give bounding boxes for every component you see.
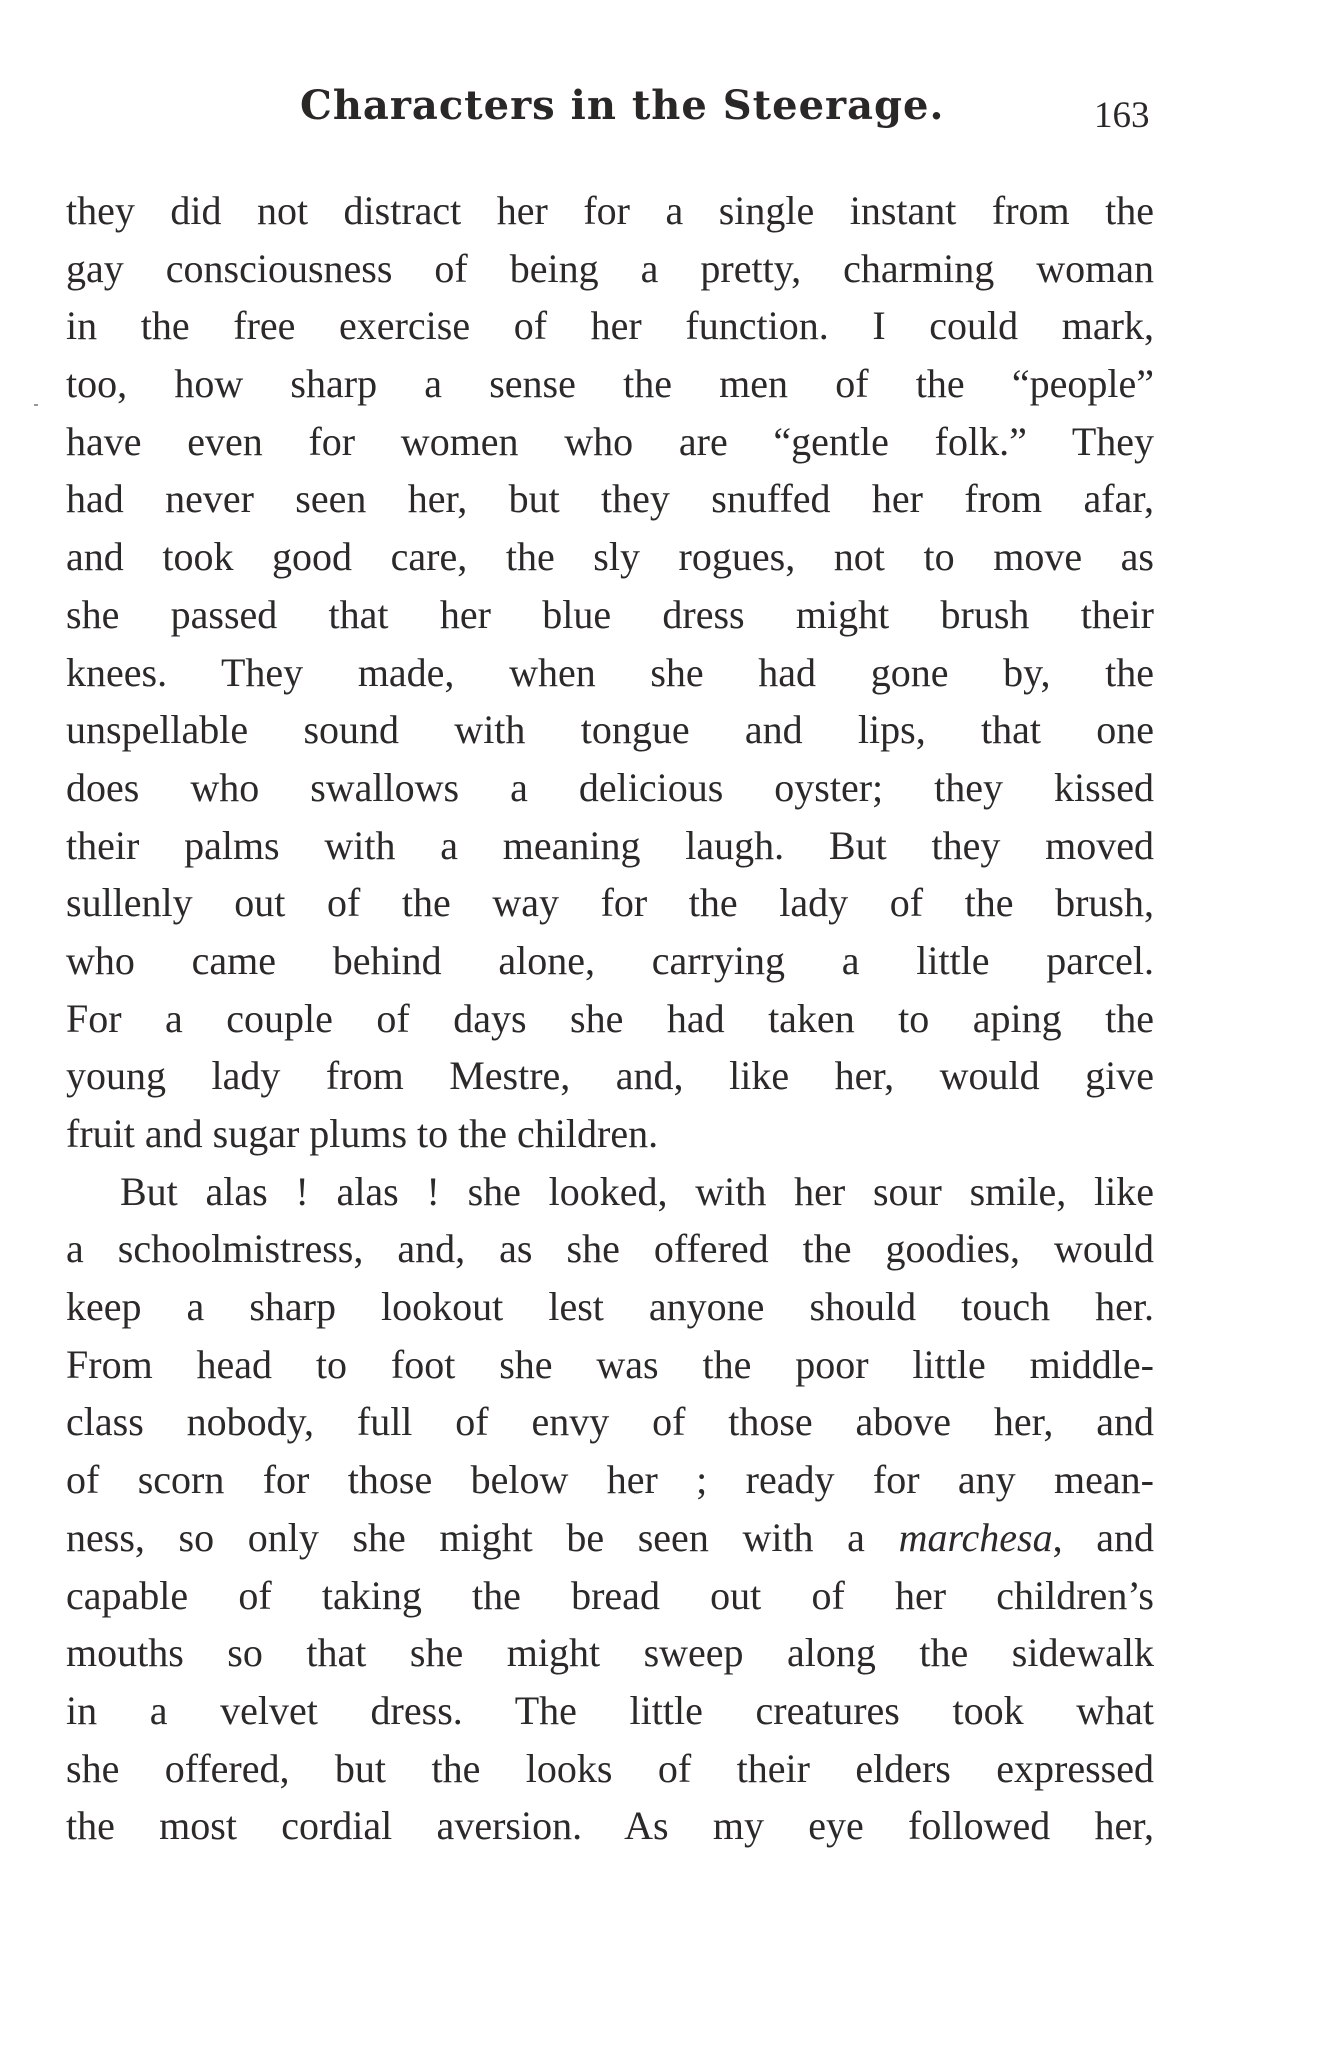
running-title: Characters in the Steerage. xyxy=(300,82,945,129)
text-line: and took good care, the sly rogues, not to move as xyxy=(66,534,1154,580)
text-line: From head to foot she was the poor little middle- xyxy=(66,1341,1154,1387)
text-line: the most cordial aversion. As my eye followed her, xyxy=(66,1803,1154,1849)
paragraph-end-line: fruit and sugar plums to the children. xyxy=(66,1111,659,1156)
text-line: who came behind alone, carrying a little parcel. xyxy=(66,937,1154,983)
paragraph-start-line: But alas ! alas ! she looked, with her sour smile, like xyxy=(120,1168,1154,1214)
text-line: For a couple of days she had taken to aping the xyxy=(66,995,1154,1041)
text-line: she passed that her blue dress might brush their xyxy=(66,591,1154,637)
text-line: in a velvet dress. The little creatures took what xyxy=(66,1687,1154,1733)
text-line: gay consciousness of being a pretty, charming woman xyxy=(66,245,1154,291)
text-line: class nobody, full of envy of those above her, and xyxy=(66,1399,1154,1445)
text-line: had never seen her, but they snuffed her from afar, xyxy=(66,476,1154,522)
text-line: their palms with a meaning laugh. But they moved xyxy=(66,822,1154,868)
text-line: unspellable sound with tongue and lips, that one xyxy=(66,707,1154,753)
text-line: she offered, but the looks of their elders expressed xyxy=(66,1745,1154,1791)
margin-mark xyxy=(34,404,38,406)
text-line: too, how sharp a sense the men of the “people” xyxy=(66,361,1154,407)
body-text xyxy=(66,182,1154,1855)
text-line: have even for women who are “gentle folk.” They xyxy=(66,418,1154,464)
text-line: knees. They made, when she had gone by, the xyxy=(66,649,1154,695)
text-line: keep a sharp lookout lest anyone should touch her. xyxy=(66,1284,1154,1330)
text-line: capable of taking the bread out of her children’s xyxy=(66,1572,1154,1618)
italic-word: marchesa xyxy=(898,1514,1053,1560)
text-line: young lady from Mestre, and, like her, would give xyxy=(66,1053,1154,1099)
line-text-tail: , and xyxy=(1052,1514,1154,1560)
text-line: sullenly out of the way for the lady of the brush, xyxy=(66,880,1154,926)
text-line: of scorn for those below her ; ready for any mean- xyxy=(66,1457,1154,1503)
text-line: mouths so that she might sweep along the sidewalk xyxy=(66,1630,1154,1676)
line-text: ness, so only she might be seen with a xyxy=(66,1514,865,1560)
page-number: 163 xyxy=(1094,95,1150,136)
text-line: they did not distract her for a single instant from the xyxy=(66,188,1154,233)
text-line-with-italic xyxy=(66,1509,1154,1567)
text-line: a schoolmistress, and, as she offered the goodies, would xyxy=(66,1226,1154,1272)
text-line: in the free exercise of her function. I could mark, xyxy=(66,303,1154,349)
text-line: does who swallows a delicious oyster; they kissed xyxy=(66,764,1154,810)
